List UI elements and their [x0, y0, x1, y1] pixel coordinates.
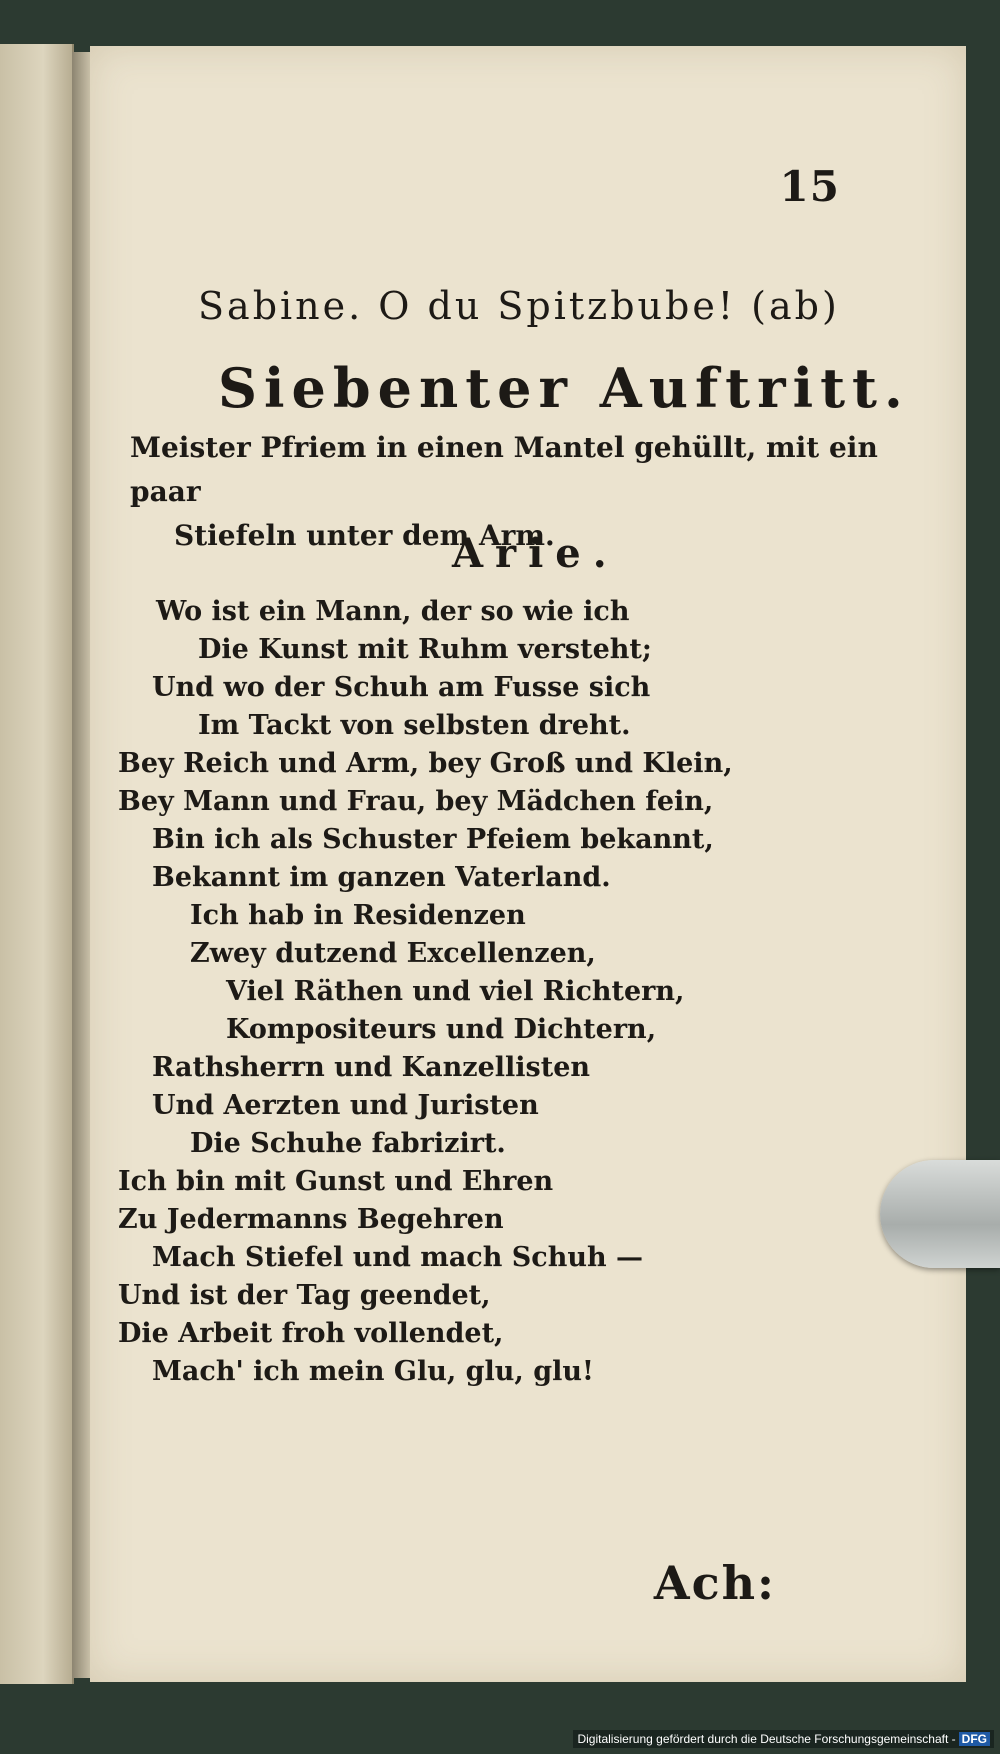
page-number: 15: [779, 162, 840, 211]
digitization-credit: [573, 1730, 994, 1748]
facing-page-edge: [0, 44, 74, 1684]
lyric-line: Und ist der Tag geendet,: [118, 1280, 491, 1311]
lyric-line: Mach' ich mein Glu, glu, glu!: [152, 1356, 594, 1387]
dfg-logo: DFG: [959, 1732, 990, 1746]
lyric-line: Ich hab in Residenzen: [190, 900, 526, 931]
lyric-line: Bin ich als Schuster Pfeiem bekannt,: [152, 824, 714, 855]
book-gutter: [72, 52, 92, 1678]
catchword: Ach:: [653, 1556, 776, 1610]
lyric-line: Bey Mann und Frau, bey Mädchen fein,: [118, 786, 714, 817]
stage-line: Sabine. O du Spitzbube! (ab): [198, 284, 840, 328]
stage-direction-line: Stiefeln unter dem Arm.: [174, 519, 555, 552]
lyric-line: Im Tackt von selbsten dreht.: [198, 710, 631, 741]
lyric-line: Und wo der Schuh am Fusse sich: [152, 672, 651, 703]
credit-text: Digitalisierung gefördert durch die Deutsche Forschungsgemeinschaft -: [577, 1732, 956, 1746]
book-page: [90, 46, 966, 1682]
lyric-line: Zwey dutzend Excellenzen,: [190, 938, 596, 969]
lyric-line: Viel Räthen und viel Richtern,: [226, 976, 685, 1007]
scene-heading: Siebenter Auftritt.: [218, 356, 910, 420]
lyric-line: Wo ist ein Mann, der so wie ich: [156, 596, 630, 627]
lyric-line: Und Aerzten und Juristen: [152, 1090, 539, 1121]
page-clip: [880, 1160, 1000, 1268]
lyric-line: Die Kunst mit Ruhm versteht;: [198, 634, 652, 665]
lyric-line: Kompositeurs und Dichtern,: [226, 1014, 657, 1045]
lyric-line: Die Schuhe fabrizirt.: [190, 1128, 506, 1159]
lyric-line: Die Arbeit froh vollendet,: [118, 1318, 504, 1349]
lyric-line: Bey Reich und Arm, bey Groß und Klein,: [118, 748, 733, 779]
stage-direction-line: Meister Pfriem in einen Mantel gehüllt, mit ein paar: [130, 431, 878, 508]
lyric-line: Zu Jedermanns Begehren: [118, 1204, 504, 1235]
lyric-line: Rathsherrn und Kanzellisten: [152, 1052, 591, 1083]
lyric-line: Bekannt im ganzen Vaterland.: [152, 862, 611, 893]
lyric-line: Ich bin mit Gunst und Ehren: [118, 1166, 554, 1197]
lyric-line: Mach Stiefel und mach Schuh —: [152, 1242, 644, 1273]
aria-heading: Arie.: [452, 530, 619, 577]
